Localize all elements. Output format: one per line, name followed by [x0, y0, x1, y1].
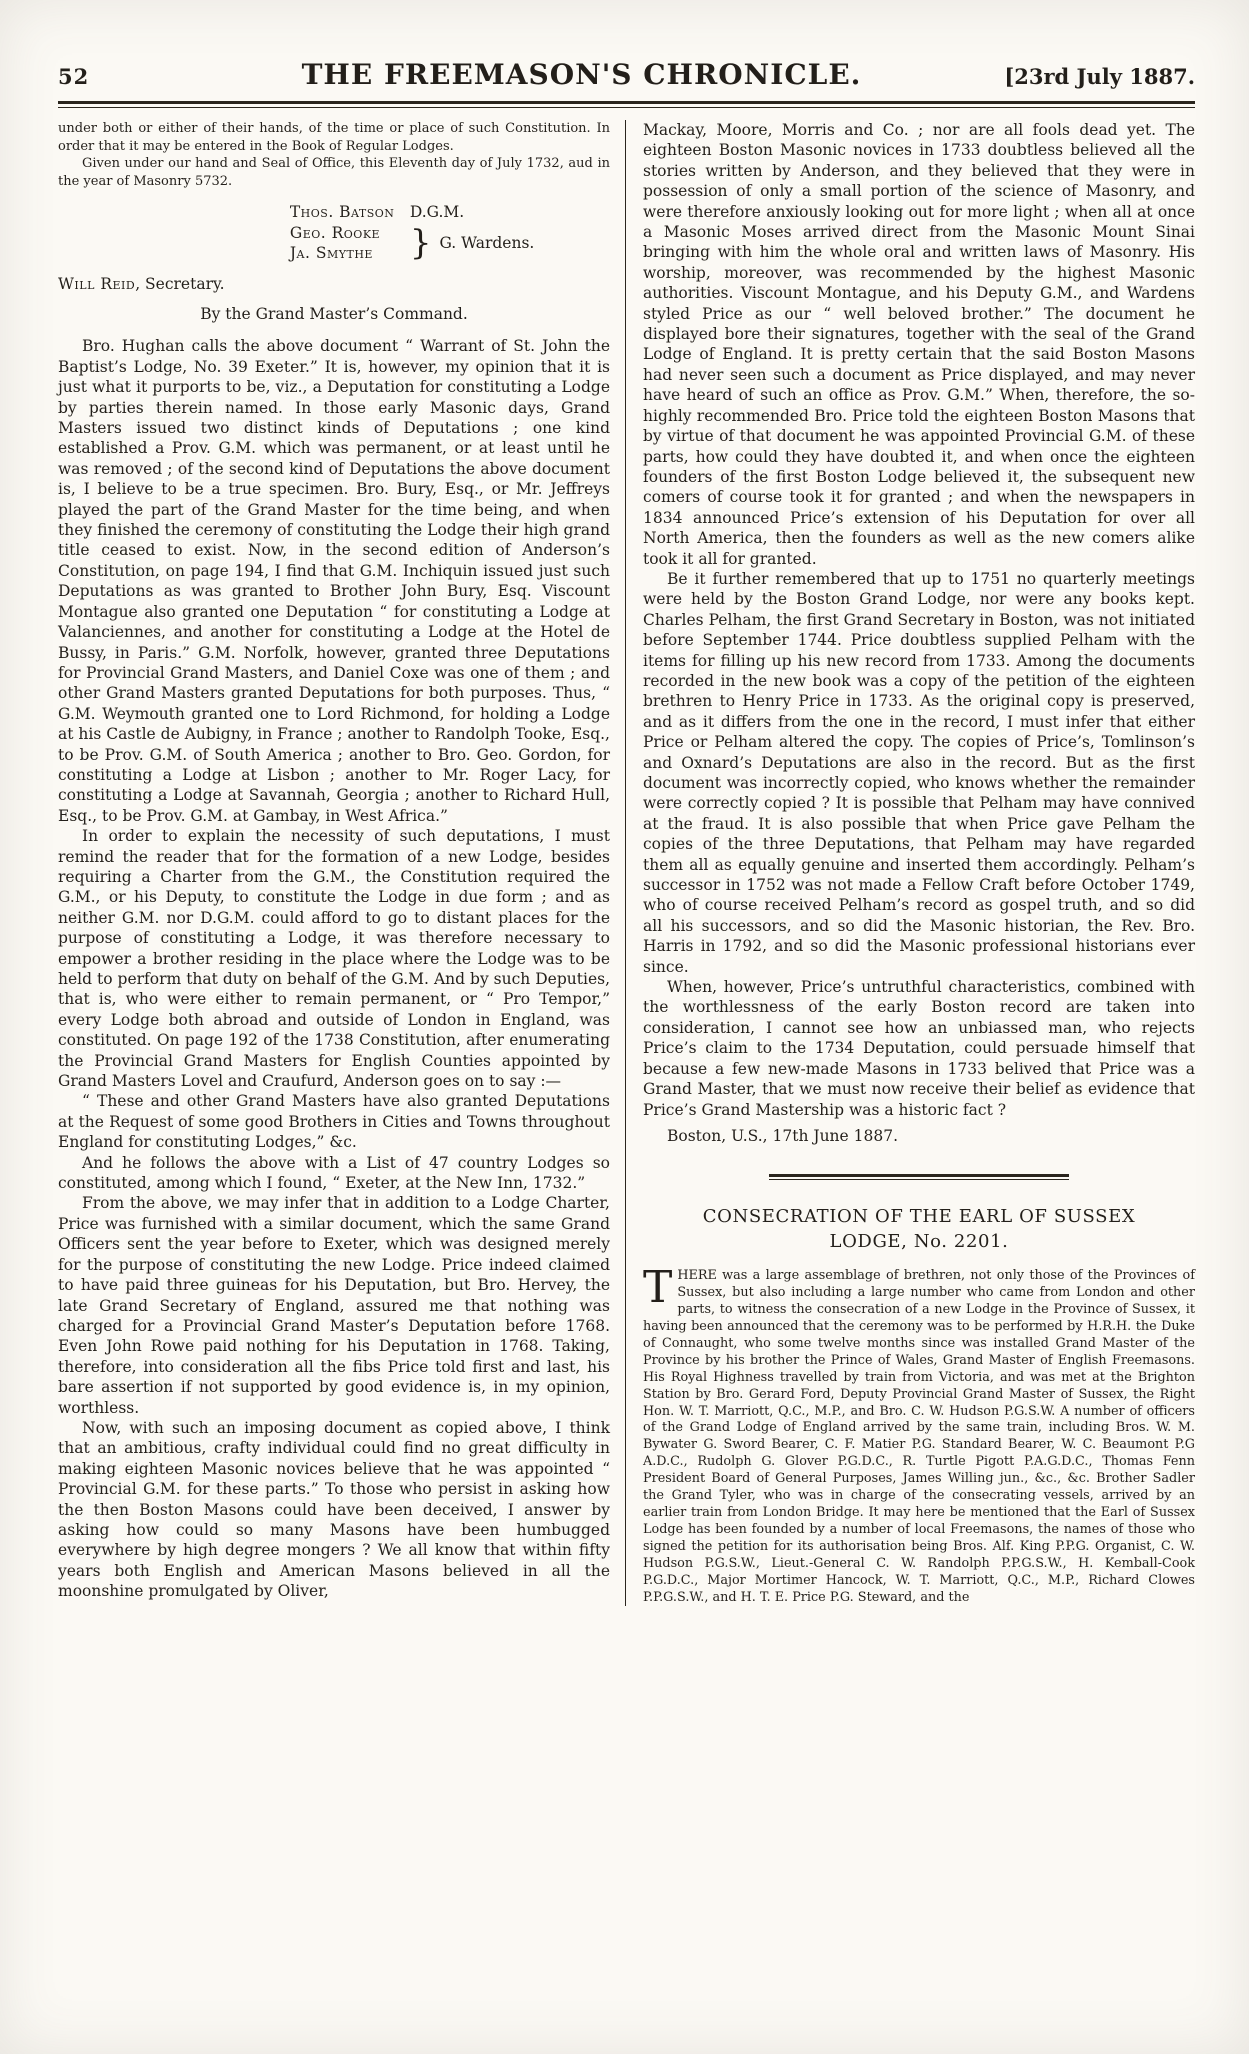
command-line: By the Grand Master’s Command. [200, 305, 468, 323]
article-title-line1: CONSECRATION OF THE EARL OF SUSSEX [702, 1206, 1136, 1228]
article-title [643, 1204, 1195, 1254]
signer-name-smythe: Ja. Smythe [289, 244, 373, 263]
secretary-suffix: , Secretary. [135, 274, 225, 293]
signer-title-dgm: D.G.M. [409, 203, 465, 222]
article-divider-rule [769, 1174, 1069, 1180]
signature-block [290, 202, 610, 263]
paragraph-lodge-charter-inference: From the above, we may infer that in addition to a Lodge Charter, Price was furnished with a similar document, which the same Grand Officers sent the year before to Exeter, which was designed merely for the purpose of constituting the new Lodge. Price indeed claimed to have paid three guineas for his Deputation, but Bro. Hervey, the late Grand Secretary of England, assured me that nothing was charged for a Provincial Grand Master’s Deputation before 1768. Even John Rowe paid nothing for his Deputation in 1768. Taking, therefore, into consideration all the fibs Price told first and last, his bare assertion if not supported by good evidence is, in my opinion, worthless. [58, 1194, 610, 1417]
paragraph-price-untruthful: When, however, Price’s untruthful characteristics, combined with the worthlessness of the early Boston record are taken into consideration, I cannot see how an unbiassed man, who rejects Price’s claim to the 1734 Deputation, could persuade himself that because a few new-made Masons in 1733 belived that Price was a Grand Master, that we must now receive their belief as evidence that Price’s Grand Mastership was a historic fact ? [643, 978, 1195, 1119]
header-rule [58, 101, 1195, 108]
left-column [58, 120, 625, 1606]
issue-date: [23rd July 1887. [1004, 64, 1195, 89]
right-column [626, 120, 1195, 1606]
page-header [58, 58, 1195, 91]
paragraph-deputations-necessity: In order to explain the necessity of such deputations, I must remind the reader that for the formation of a new Lodge, besides requiring a Charter from the G.M., the Constitution required the G.M., or his Deputy, to constitute the Lodge in due form ; and as neither G.M. nor D.G.M. could afford to go to distant places for the purpose of constituting a Lodge, it was therefore necessary to empower a brother residing in the place where the Lodge was to be held to perform that duty on behalf of the G.M. And by such Deputies, that is, who were either to remain permanent, or “ Pro Tempor,” every Lodge both abroad and outside of London in England, was constituted. On page 192 of the 1738 Constitution, after enumerating the Provincial Grand Masters for English Counties appointed by Grand Masters Lovel and Craufurd, Anderson goes on to say :— [58, 827, 610, 1091]
signer-title-wardens: G. Wardens. [439, 233, 535, 252]
brace-glyph: } [409, 223, 432, 264]
paragraph-list-47-lodges: And he follows the above with a List of 47 country Lodges so constituted, among which I found, “ Exeter, at the New Inn, 1732.” [58, 1153, 610, 1193]
paragraph-imposing-document: Now, with such an imposing document as copied above, I think that an ambitious, crafty individual could find no great difficulty in making eighteen Masonic novices believe that he was appointed “ Provincial G.M. for these parts.” To those who persist in asking how the then Boston Masons could have been deceived, I answer by asking how could so many Masons have been humbugged everywhere by high degree mongers ? We all know that within fifty years both English and American Masons believed in all the moonshine promulgated by Oliver, [58, 1418, 610, 1601]
article-title-line2: LODGE, No. 2201. [829, 1231, 1009, 1253]
two-column-layout [58, 120, 1195, 1606]
warrant-text-continuation: under both or either of their hands, of the time or place of such Constitution. In order that it may be entered in the Book of Regular Lodges. [58, 121, 610, 154]
paragraph-be-it-remembered: Be it further remembered that up to 1751 no quarterly meetings were held by the Boston Grand Lodge, nor were any books kept. Charles Pelham, the first Grand Secretary in Boston, was not initiated before September 1744. Price doubtless supplied Pelham with the items for filling up his new record from 1733. Among the documents recorded in the new book was a copy of the petition of the eighteen brethren to Henry Price in 1733. As the original copy is preserved, and as it differs from the one in the record, I must infer that either Price or Pelham altered the copy. The copies of Price’s, Tomlinson’s and Oxnard’s Deputations are also in the record. But as the first document was incorrectly copied, who knows whether the remainder were correctly copied ? It is possible that Pelham may have connived at the fraud. It is also possible that when Price gave Pelham the copies of the three Deputations, that Pelham may have regarded them all as equally genuine and inserted them accordingly. Pelham’s successor in 1752 was not made a Fellow Craft before October 1749, who of course received Pelham’s record as gospel truth, and so did all his successors, and so did the Masonic historian, the Rev. Bro. Harris in 1792, and so did the Masonic professional historians ever since. [643, 569, 1195, 976]
signature-names [290, 202, 410, 222]
signer-name-reid: Will Reid [58, 274, 136, 293]
dateline-boston: Boston, U.S., 17th June 1887. [667, 1126, 899, 1145]
signature-row-wardens [290, 223, 610, 264]
signature-row-dgm [290, 202, 610, 222]
paragraph-mackay-continuation: Mackay, Moore, Morris and Co. ; nor are all fools dead yet. The eighteen Boston Masonic novices in 1733 doubtless believed all the stories written by Anderson, and they believed that they were in possession of only a small portion of the science of Masonry, and were therefore anxiously looking out for more light ; when all at once a Masonic Moses arrived direct from the Masonic Mount Sinai bringing with him the whole oral and written laws of Masonry. His worship, moreover, was recommended by the highest Masonic authorities. Viscount Montague, and his Deputy G.M., and Wardens styled Price as our “ well beloved brother.” The document he displayed bore their signatures, together with the seal of the Grand Lodge of England. It is pretty certain that the said Boston Masons had never seen such a document as Price displayed, and may never have heard of such an office as Prov. G.M.” When, therefore, the so-highly recommended Bro. Price told the eighteen Boston Masons that by virtue of that document he was appointed Provincial G.M. of these parts, how could they have doubted it, and when once the eighteen founders of the first Boston Lodge believed it, the subsequent new comers of course took it for granted ; and when the newspapers in 1834 announced Price’s extension of his Deputation for over all North America, then the founders as well as the new comers alike took it all for granted. [643, 121, 1195, 568]
paragraph-hughan-warrant: Bro. Hughan calls the above document “ Warrant of St. John the Baptist’s Lodge, No. 39 Exeter.” It is, however, my opinion that it is just what it purports to be, viz., a Deputation for constituting a Lodge by parties therein named. In those early Masonic days, Grand Masters issued two distinct kinds of Deputations ; one kind established a Prov. G.M. which was permanent, or at least until he was removed ; of the second kind of Deputations the above document is, I believe to be a true specimen. Bro. Bury, Esq., or Mr. Jeffreys played the part of the Grand Master for the time being, and when they finished the ceremony of constituting the Lodge their high grand title ceased to exist. Now, in the second edition of Anderson’s Constitution, on page 194, I find that G.M. Inchiquin issued just such Deputations as was granted to Brother John Bury, Esq. Viscount Montague also granted one Deputation “ for constituting a Lodge at Valanciennes, and another for constituting a Lodge at the Hotel de Bussy, in Paris.” G.M. Norfolk, however, granted three Deputations for Provincial Grand Masters, and Daniel Coxe was one of them ; and other Grand Masters granted Deputations for both purposes. Thus, “ G.M. Weymouth granted one to Lord Richmond, for holding a Lodge at his Castle de Aubigny, in France ; another to Randolph Tooke, Esq., to be Prov. G.M. of South America ; another to Bro. Geo. Gordon, for constituting a Lodge at Lisbon ; another to Mr. Roger Lacy, for constituting a Lodge at Savannah, Georgia ; another to Richard Hull, Esq., to be Prov. G.M. at Gambay, in West Africa.” [58, 337, 610, 825]
page-number: 52 [58, 64, 90, 89]
secretary-line [58, 274, 610, 294]
drop-cap-t: T [643, 1262, 673, 1314]
consecration-article-text: HERE was a large assemblage of brethren, not only those of the Provinces of Sussex, but also including a large number who came from London and other parts, to witness the consecration of a new Lodge in the Province of Sussex, it having been announced that the ceremony was to be performed by H.R.H. the Duke of Connaught, who some twelve months since was installed Grand Master of the Province by his brother the Prince of Wales, Grand Master of English Freemasons. His Royal Highness travelled by train from Victoria, and was met at the Brighton Station by Bro. Gerard Ford, Deputy Provincial Grand Master of Sussex, the Right Hon. W. T. Marriott, Q.C., M.P., and Bro. C. W. Hudson P.G.S.W. A number of officers of the Grand Lodge of England arrived by the same train, including Bros. W. M. Bywater G. Sword Bearer, C. F. Matier P.G. Standard Bearer, W. C. Beaumont P.G A.D.C., Rudolph G. Glover P.G.D.C., R. Turtle Pigott P.A.G.D.C., Thomas Fenn President Board of General Purposes, James Willing jun., &c., &c. Brother Sadler the Grand Tyler, who was in charge of the consecrating vessels, arrived by an earlier train from London Bridge. It may here be mentioned that the Earl of Sussex Lodge has been founded by a number of local Freemasons, the names of those who signed the petition for its authorisation being Bros. Alf. King P.P.G. Organist, C. W. Hudson P.G.S.W., Lieut.-General C. W. Randolph P.P.G.S.W., H. Kemball-Cook P.G.D.C., Major Mortimer Hancock, W. T. Marriott, Q.C., M.P., Richard Clowes P.P.G.S.W., and H. T. E. Price P.G. Steward, and the [643, 1268, 1195, 1605]
masthead-title: THE FREEMASON'S CHRONICLE. [301, 58, 862, 91]
signer-name-batson: Thos. Batson [289, 203, 395, 222]
paragraph-quote-grand-masters: “ These and other Grand Masters have also granted Deputations at the Request of some good Brothers in Cities and Towns throughout England for constituting Lodges,” &c. [58, 1092, 610, 1152]
signature-names [290, 223, 410, 264]
signer-name-rooke: Geo. Rooke [289, 223, 381, 242]
warrant-text-given-clause: Given under our hand and Seal of Office, this Eleventh day of July 1732, aud in the year of Masonry 5732. [58, 156, 610, 189]
consecration-article-body [643, 1262, 1195, 1606]
